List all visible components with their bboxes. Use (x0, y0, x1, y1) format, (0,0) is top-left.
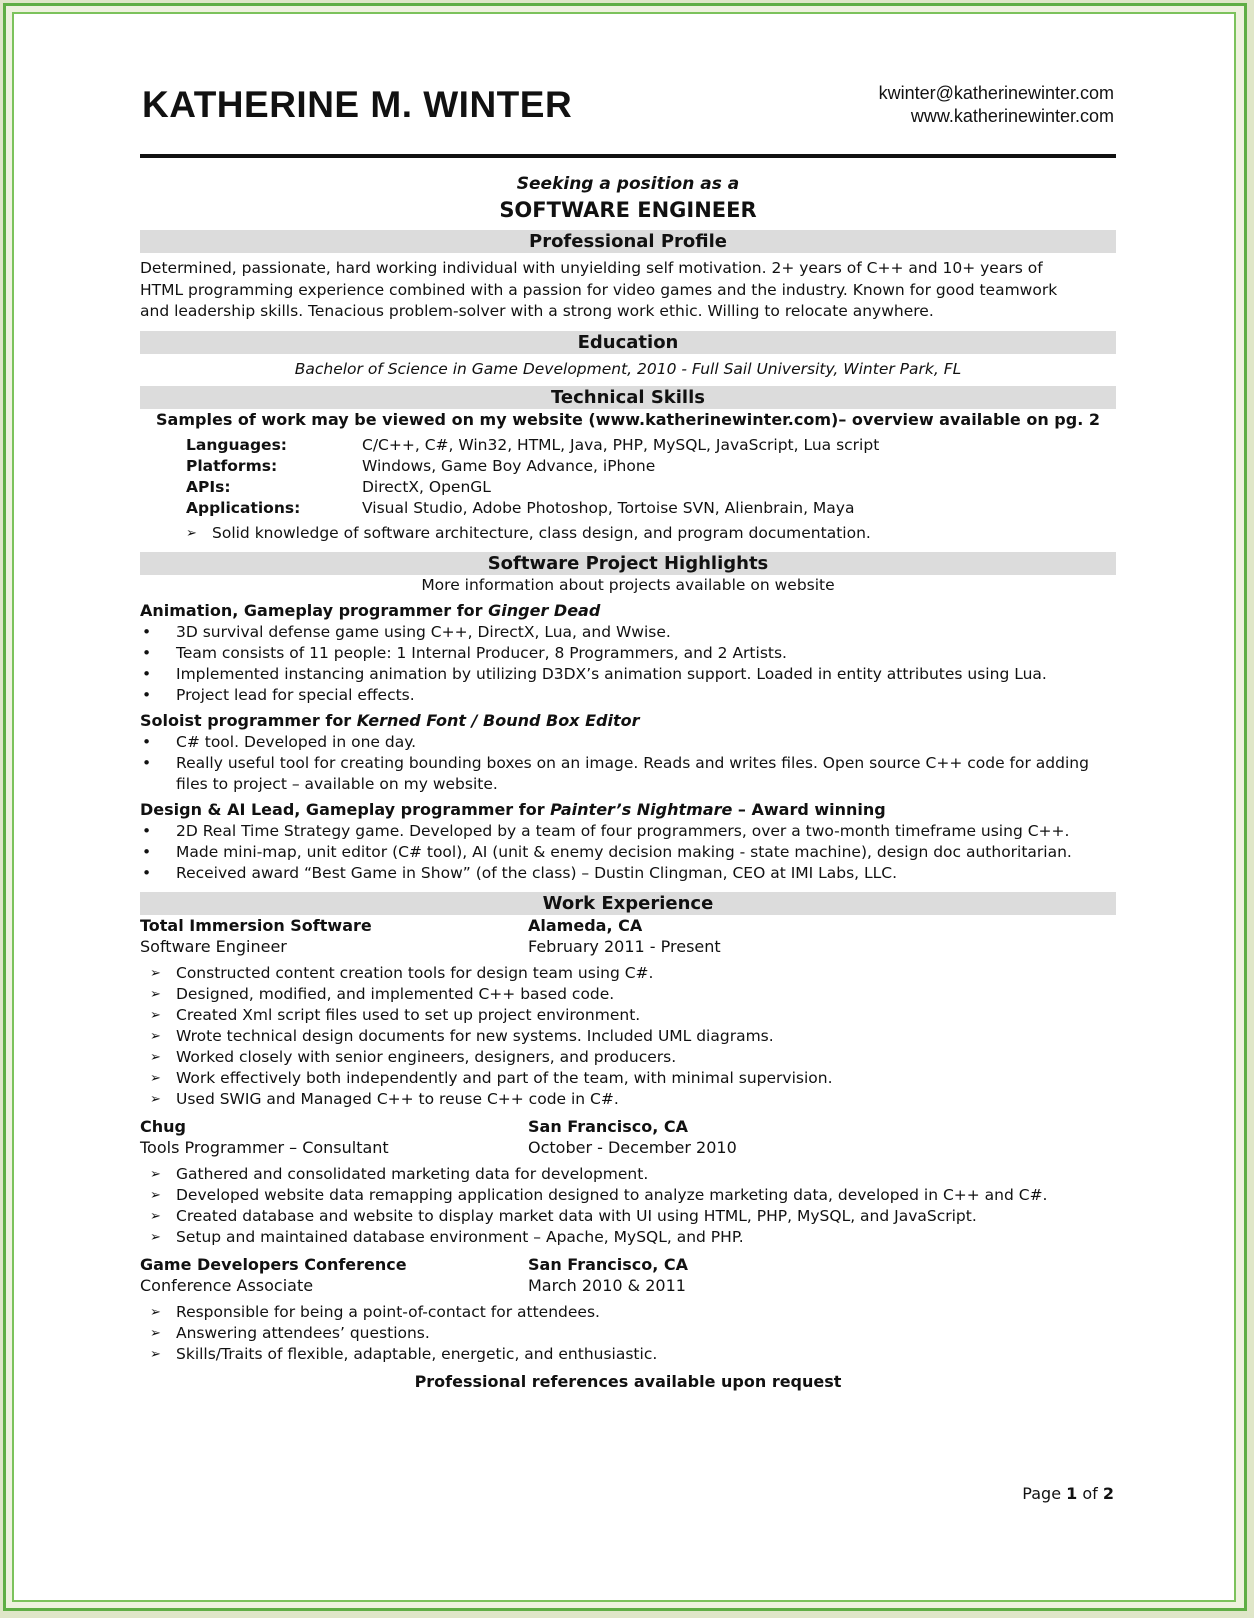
profile-line: Determined, passionate, hard working individual with unyielding self motivation. 2+ years of C++ and 10+ years of (140, 259, 1043, 277)
job-bullet (140, 1227, 1116, 1248)
job-company: Chug (140, 1116, 186, 1136)
job-company: Total Immersion Software (140, 915, 372, 935)
candidate-name: KATHERINE M. WINTER (142, 84, 573, 125)
job-header-row (140, 1116, 1116, 1137)
skill-value: Visual Studio, Adobe Photoshop, Tortoise SVN, Alienbrain, Maya (362, 498, 855, 517)
arrow-bullet-icon: ➢ (150, 1091, 161, 1107)
job-sub-row (140, 1137, 1116, 1158)
job-bullet-text: Wrote technical design documents for new systems. Included UML diagrams. (176, 1026, 774, 1045)
arrow-bullet-icon: ➢ (150, 1229, 161, 1245)
job-bullet (140, 1047, 1116, 1068)
job-bullet (140, 1323, 1116, 1344)
section-heading-education: Education (140, 331, 1116, 354)
project-role: Soloist programmer for (140, 710, 357, 730)
skill-row (140, 456, 1116, 477)
project-role: Design & AI Lead, Gameplay programmer for (140, 799, 551, 819)
job-bullet-text: Created database and website to display market data with UI using HTML, PHP, MySQL, and JavaScript. (176, 1206, 977, 1225)
objective-intro: Seeking a position as a (516, 174, 740, 194)
bullet-dot-icon: • (142, 821, 152, 840)
project-bullet (140, 622, 1116, 643)
jobs-list (140, 915, 1116, 1371)
job-bullet (140, 1068, 1116, 1089)
arrow-bullet-icon: ➢ (150, 1325, 161, 1341)
job-bullet-text: Used SWIG and Managed C++ to reuse C++ code in C#. (176, 1089, 619, 1108)
job-bullet-text: Setup and maintained database environment – Apache, MySQL, and PHP. (176, 1227, 744, 1246)
job-bullet-text: Worked closely with senior engineers, designers, and producers. (176, 1047, 677, 1066)
arrow-bullet-icon: ➢ (150, 1166, 161, 1182)
job-bullet-text: Skills/Traits of flexible, adaptable, energetic, and enthusiastic. (176, 1344, 658, 1363)
job-header-row (140, 915, 1116, 936)
job-bullet-text: Developed website data remapping application designed to analyze marketing data, developed in C++ and C#. (176, 1185, 1048, 1204)
project-heading (140, 600, 1116, 622)
skills-note-item (140, 523, 1116, 544)
job-dates: March 2010 & 2011 (528, 1275, 686, 1295)
page-number (1022, 1484, 1114, 1503)
job-bullet (140, 1344, 1116, 1365)
project-bullet-text: 3D survival defense game using C++, DirectX, Lua, and Wwise. (176, 622, 671, 641)
job-location: San Francisco, CA (528, 1116, 689, 1136)
project-bullet (140, 643, 1116, 664)
section-heading-profile: Professional Profile (140, 230, 1116, 253)
project-bullet-text: Received award “Best Game in Show” (of the class) – Dustin Clingman, CEO at IMI Labs, LLC. (176, 863, 898, 882)
job-dates: February 2011 - Present (528, 936, 721, 956)
job-sub-row (140, 1275, 1116, 1296)
bullet-dot-icon: • (142, 753, 152, 772)
website-link[interactable]: www.katherinewinter.com (910, 106, 1114, 126)
objective-title: SOFTWARE ENGINEER (499, 198, 757, 222)
bullet-dot-icon: • (142, 664, 152, 683)
job-bullet (140, 1302, 1116, 1323)
arrow-bullet-icon: ➢ (150, 1208, 161, 1224)
section-heading-projects: Software Project Highlights (140, 552, 1116, 575)
section-heading-experience: Work Experience (140, 892, 1116, 915)
skills-note: Solid knowledge of software architecture, class design, and program documentation. (212, 523, 871, 542)
job-bullet (140, 1206, 1116, 1227)
job-bullet (140, 1005, 1116, 1026)
bullet-dot-icon: • (142, 685, 152, 704)
job-header-row (140, 1254, 1116, 1275)
job-bullet (140, 1164, 1116, 1185)
skill-row (140, 435, 1116, 456)
job-location: San Francisco, CA (528, 1254, 689, 1274)
skill-value: DirectX, OpenGL (362, 477, 491, 496)
bullet-dot-icon: • (142, 732, 152, 751)
job-bullet-text: Constructed content creation tools for design team using C#. (176, 963, 654, 982)
project-bullet (140, 664, 1116, 685)
job-bullet (140, 1026, 1116, 1047)
project-bullet-text: Project lead for special effects. (176, 685, 415, 704)
job-bullet (140, 984, 1116, 1005)
job-company: Game Developers Conference (140, 1254, 407, 1274)
project-title: Kerned Font / Bound Box Editor (356, 710, 640, 730)
bullet-dot-icon: • (142, 863, 152, 882)
arrow-bullet-icon: ➢ (186, 525, 197, 541)
project-bullet-text: 2D Real Time Strategy game. Developed by a team of four programmers, over a two-month timeframe using C++. (176, 821, 1070, 840)
project-bullet-text: Really useful tool for creating bounding boxes on an image. Reads and writes files. Open source C++ code for adding files to project – available on my website. (176, 753, 1089, 793)
project-heading (140, 799, 1116, 821)
project-bullet (140, 732, 1116, 753)
references-note: Professional references available upon request (414, 1371, 842, 1391)
projects-subheading: More information about projects available on website (421, 575, 835, 594)
arrow-bullet-icon: ➢ (150, 1049, 161, 1065)
project-bullet-text: C# tool. Developed in one day. (176, 732, 417, 751)
project-bullet-text: Implemented instancing animation by utilizing D3DX’s animation support. Loaded in entity attributes using Lua. (176, 664, 1047, 683)
job-bullet (140, 1185, 1116, 1206)
arrow-bullet-icon: ➢ (150, 1346, 161, 1362)
profile-line: HTML programming experience combined with a passion for video games and the industry. Known for good teamwork (140, 280, 1058, 299)
email-link[interactable]: kwinter@katherinewinter.com (878, 83, 1114, 103)
project-bullet-text: Made mini-map, unit editor (C# tool), AI (unit & enemy decision making - state machine), design doc authoritarian. (176, 842, 1072, 861)
project-bullet (140, 753, 1116, 795)
arrow-bullet-icon: ➢ (150, 1304, 161, 1320)
profile-text (140, 253, 1116, 323)
job-bullet-text: Created Xml script files used to set up project environment. (176, 1005, 641, 1024)
project-bullet (140, 842, 1116, 863)
skill-row (140, 477, 1116, 498)
project-bullet (140, 863, 1116, 884)
page-prefix: Page (1022, 1484, 1067, 1503)
job-bullet (140, 1089, 1116, 1110)
job-position: Tools Programmer – Consultant (140, 1137, 389, 1157)
header-divider (140, 154, 1116, 158)
job-bullet-text: Responsible for being a point-of-contact for attendees. (176, 1302, 600, 1321)
contact-block (879, 82, 1114, 128)
education-degree: Bachelor of Science in Game Development, 2010 - Full Sail University, Winter Park, FL (294, 359, 962, 378)
skill-value: Windows, Game Boy Advance, iPhone (362, 456, 656, 475)
arrow-bullet-icon: ➢ (150, 965, 161, 981)
project-bullet (140, 685, 1116, 706)
arrow-bullet-icon: ➢ (150, 986, 161, 1002)
project-bullet (140, 821, 1116, 842)
section-heading-skills: Technical Skills (140, 386, 1116, 409)
projects-list (140, 600, 1116, 884)
project-role: Animation, Gameplay programmer for (140, 600, 489, 620)
skill-label: Platforms: (186, 456, 278, 475)
arrow-bullet-icon: ➢ (150, 1187, 161, 1203)
project-bullet-text: Team consists of 11 people: 1 Internal Producer, 8 Programmers, and 2 Artists. (176, 643, 787, 662)
job-location: Alameda, CA (528, 915, 643, 935)
project-title: Ginger Dead (488, 600, 601, 620)
job-dates: October - December 2010 (528, 1137, 737, 1157)
project-heading (140, 710, 1116, 732)
page-current: 1 (1066, 1484, 1078, 1503)
skill-label: APIs: (186, 477, 231, 496)
job-bullet-text: Designed, modified, and implemented C++ based code. (176, 984, 615, 1003)
profile-line: and leadership skills. Tenacious problem-solver with a strong work ethic. Willing to relocate anywhere. (140, 302, 934, 320)
job-bullet-text: Answering attendees’ questions. (176, 1323, 430, 1342)
bullet-dot-icon: • (142, 622, 152, 641)
skill-label: Languages: (186, 435, 287, 454)
bullet-dot-icon: • (142, 643, 152, 662)
arrow-bullet-icon: ➢ (150, 1028, 161, 1044)
skill-row (140, 498, 1116, 519)
project-suffix: – Award winning (732, 799, 886, 819)
skill-label: Applications: (186, 498, 301, 517)
arrow-bullet-icon: ➢ (150, 1070, 161, 1086)
job-position: Conference Associate (140, 1275, 314, 1295)
job-bullet-text: Gathered and consolidated marketing data for development. (176, 1164, 649, 1183)
page-total: 2 (1102, 1484, 1114, 1503)
skill-value: C/C++, C#, Win32, HTML, Java, PHP, MySQL, JavaScript, Lua script (362, 435, 880, 454)
arrow-bullet-icon: ➢ (150, 1007, 161, 1023)
resume-content (140, 172, 1116, 1393)
bullet-dot-icon: • (142, 842, 152, 861)
job-position: Software Engineer (140, 936, 287, 956)
skills-samples-note: Samples of work may be viewed on my website (www.katherinewinter.com)– overview available on pg. 2 (156, 409, 1100, 429)
job-sub-row (140, 936, 1116, 957)
job-bullet (140, 963, 1116, 984)
project-title: Painter’s Nightmare (550, 799, 733, 819)
job-bullet-text: Work effectively both independently and part of the team, with minimal supervision. (176, 1068, 833, 1087)
page-of: of (1077, 1484, 1103, 1503)
